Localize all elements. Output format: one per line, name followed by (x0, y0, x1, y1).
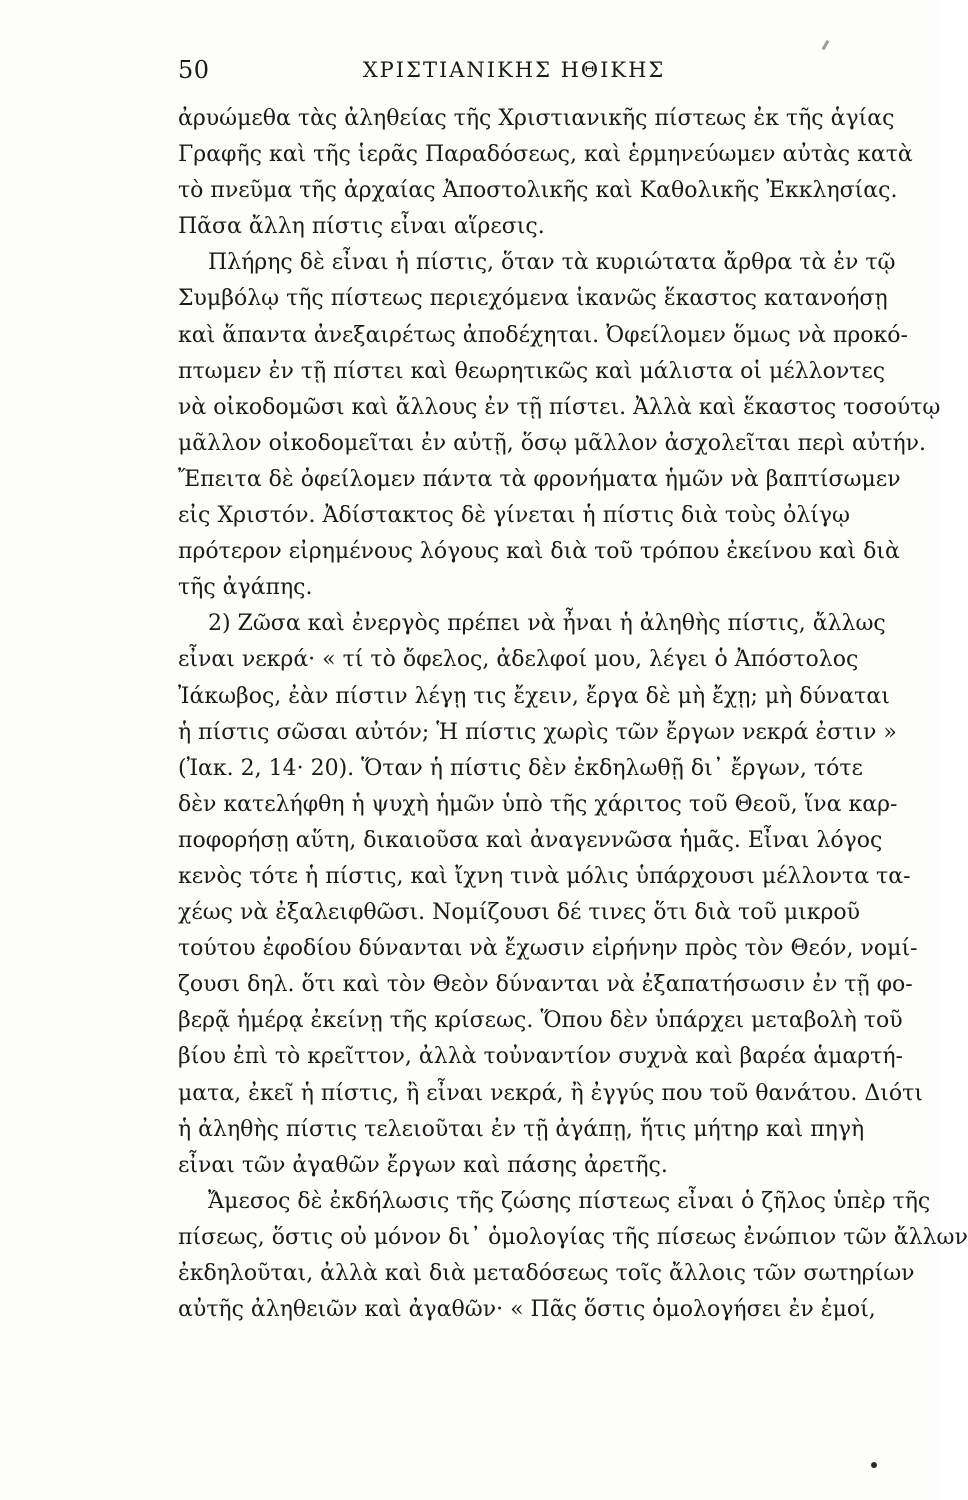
text-line: τῆς ἀγάπης. (178, 575, 313, 601)
text-line: εἶναι τῶν ἀγαθῶν ἔργων καὶ πάσης ἀρετῆς. (178, 1152, 668, 1178)
text-line: ματα, ἐκεῖ ἡ πίστις, ἢ εἶναι νεκρά, ἢ ἐγγύς που τοῦ θανάτου. Διότι (178, 1080, 923, 1106)
text-line: δὲν κατελήφθη ἡ ψυχὴ ἡμῶν ὑπὸ τῆς χάριτος τοῦ Θεοῦ, ἵνα καρ- (178, 791, 898, 817)
text-line: ἡ πίστις σῶσαι αὐτόν; Ἡ πίστις χωρὶς τῶν ἔργων νεκρά ἐστιν » (178, 719, 897, 745)
text-line: Γραφῆς καὶ τῆς ἱερᾶς Παραδόσεως, καὶ ἑρμηνεύωμεν αὐτὰς κατὰ (178, 142, 913, 168)
text-line: πρότερον εἰρημένους λόγους καὶ διὰ τοῦ τρόπου ἐκείνου καὶ διὰ (178, 539, 900, 565)
page-header (178, 56, 850, 92)
ink-dot (871, 1462, 877, 1468)
running-title: ΧΡΙΣΤΙΑΝΙΚΗΣ ΗΘΙΚΗΣ (362, 58, 666, 82)
text-line: (Ἰακ. 2, 14· 20). Ὅταν ἡ πίστις δὲν ἐκδηλωθῇ δι᾽ ἔργων, τότε (178, 755, 863, 781)
text-line: χέως νὰ ἐξαλειφθῶσι. Νομίζουσι δέ τινες ὅτι διὰ τοῦ μικροῦ (178, 900, 861, 926)
text-line: τούτου ἐφοδίου δύνανται νὰ ἔχωσιν εἰρήνην πρὸς τὸν Θεόν, νομί- (178, 936, 918, 962)
text-line: πίσεως, ὅστις οὐ μόνον δι᾽ ὁμολογίας τῆς πίσεως ἐνώπιον τῶν ἄλλων (178, 1224, 968, 1250)
text-line: καὶ ἅπαντα ἀνεξαιρέτως ἀποδέχηται. Ὀφείλομεν ὅμως νὰ προκό- (178, 322, 908, 348)
text-line: Ἰάκωβος, ἐὰν πίστιν λέγῃ τις ἔχειν, ἔργα δὲ μὴ ἔχῃ; μὴ δύναται (178, 683, 890, 709)
text-line: νὰ οἰκοδομῶσι καὶ ἄλλους ἐν τῇ πίστει. Ἀλλὰ καὶ ἕκαστος τοσούτῳ (178, 394, 941, 420)
text-line: αὐτῆς ἀληθειῶν καὶ ἀγαθῶν· « Πᾶς ὅστις ὁμολογήσει ἐν ἐμοί, (178, 1297, 876, 1323)
text-line: βερᾷ ἡμέρᾳ ἐκείνῃ τῆς κρίσεως. Ὅπου δὲν ὑπάρχει μεταβολὴ τοῦ (178, 1008, 903, 1034)
text-line: ἀρυώμεθα τὰς ἀληθείας τῆς Χριστιανικῆς πίστεως ἐκ τῆς ἁγίας (178, 106, 895, 131)
text-line: Πλήρης δὲ εἶναι ἡ πίστις, ὅταν τὰ κυριώτατα ἄρθρα τὰ ἐν τῷ (208, 250, 896, 276)
text-line: ποφορήσῃ αὕτη, δικαιοῦσα καὶ ἀναγεννῶσα ἡμᾶς. Εἶναι λόγος (178, 827, 883, 853)
text-line: εἶναι νεκρά· « τί τὸ ὄφελος, ἀδελφοί μου, λέγει ὁ Ἀπόστολος (178, 647, 859, 673)
text-line: εἰς Χριστόν. Ἀδίστακτος δὲ γίνεται ἡ πίστις διὰ τοὺς ὀλίγῳ (178, 503, 850, 529)
text-line: πτωμεν ἐν τῇ πίστει καὶ θεωρητικῶς καὶ μάλιστα οἱ μέλλοντες (178, 358, 886, 384)
text-line: κενὸς τότε ἡ πίστις, καὶ ἴχνη τινὰ μόλις ὑπάρχουσι μέλλοντα τα- (178, 863, 911, 889)
text-line: βίου ἐπὶ τὸ κρεῖττον, ἀλλὰ τοὐναντίον συχνὰ καὶ βαρέα ἁμαρτή- (178, 1044, 903, 1070)
text-line: μᾶλλον οἰκοδομεῖται ἐν αὐτῇ, ὅσῳ μᾶλλον ἀσχολεῖται περὶ αὐτήν. (178, 430, 926, 456)
text-line: Ἄμεσος δὲ ἐκδήλωσις τῆς ζώσης πίστεως εἶναι ὁ ζῆλος ὑπὲρ τῆς (208, 1188, 931, 1214)
text-line: 2) Ζῶσα καὶ ἐνεργὸς πρέπει νὰ ἦναι ἡ ἀληθὴς πίστις, ἄλλως (208, 611, 886, 637)
text-line: Συμβόλῳ τῆς πίστεως περιεχόμενα ἱκανῶς ἕκαστος κατανοήσῃ (178, 286, 888, 312)
ink-mark (822, 40, 830, 50)
text-line: ἐκδηλοῦται, ἀλλὰ καὶ διὰ μεταδόσεως τοῖς ἄλλοις τῶν σωτηρίων (178, 1261, 915, 1286)
text-line: ζουσι δηλ. ὅτι καὶ τὸν Θεὸν δύνανται νὰ ἐξαπατήσωσιν ἐν τῇ φο- (178, 972, 913, 998)
body-text (178, 101, 968, 1328)
text-line: τὸ πνεῦμα τῆς ἀρχαίας Ἀποστολικῆς καὶ Καθολικῆς Ἐκκλησίας. (178, 178, 898, 204)
text-line: ἡ ἀληθὴς πίστις τελειοῦται ἐν τῇ ἀγάπῃ, ἥτις μήτηρ καὶ πηγὴ (178, 1116, 865, 1142)
text-line: Ἔπειτα δὲ ὀφείλομεν πάντα τὰ φρονήματα ἡμῶν νὰ βαπτίσωμεν (178, 466, 901, 492)
page-number: 50 (178, 56, 210, 84)
text-line: Πᾶσα ἄλλη πίστις εἶναι αἵρεσις. (178, 214, 545, 240)
